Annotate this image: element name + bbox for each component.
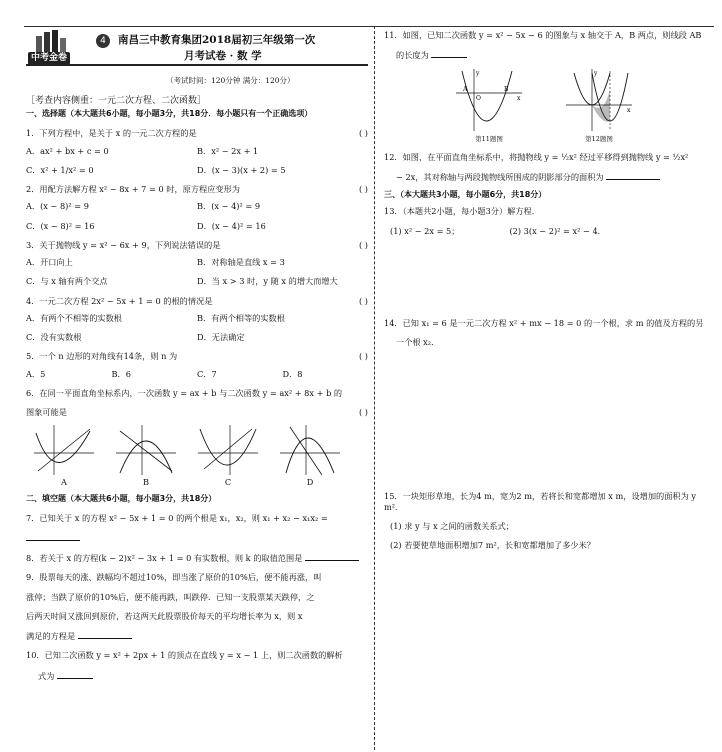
- question-1: [26, 128, 368, 175]
- question-stem-line3: 后两天时间又涨回到原价，若这两天此股票股价每天的平均增长率为 x，则 x: [26, 610, 303, 621]
- figure-11: [454, 67, 524, 143]
- question-stem: 13．（本题共2小题，每小题3分）解方程．: [384, 206, 540, 217]
- exam-title-line2: 月考试卷 · 数 学: [184, 50, 262, 62]
- question-stem-line1: 10．已知二次函数 y = x² + 2px + 1 的顶点在直线 y = x − 1 上，则二次函数的解析: [26, 650, 343, 661]
- question-4: [26, 296, 368, 343]
- sub-question-2: (2) 若要使草地面积增加7 m²，长和宽都增加了多少米？: [390, 540, 595, 550]
- question-6: [26, 388, 368, 488]
- option-c: C．x² + 1/x² = 0: [26, 164, 94, 175]
- svg-text:O: O: [476, 94, 481, 102]
- exam-number-badge: 4: [96, 34, 110, 48]
- question-stem: 2．用配方法解方程 x² − 8x + 7 = 0 时，原方程应变形为: [26, 184, 240, 194]
- question-stem-line2: − 2x，其对称轴与两段抛物线所围成的阴影部分的面积为: [396, 172, 604, 182]
- question-12: [384, 152, 714, 183]
- question-13: [384, 206, 714, 236]
- option-d: D．当 x > 3 时，y 随 x 的增大而增大: [197, 276, 338, 287]
- answer-paren: ( ): [359, 295, 368, 306]
- option-b: B．有两个相等的实数根: [197, 312, 285, 323]
- question-stem-line1: 11．如图，已知二次函数 y = x² − 5x − 6 的图象与 x 轴交于 A，B 两点，则线段 AB: [384, 30, 702, 40]
- answer-blank[interactable]: [26, 532, 80, 541]
- graph-a-icon: [32, 423, 96, 477]
- answer-blank[interactable]: [431, 49, 467, 58]
- two-parabolas-icon: [564, 67, 634, 133]
- option-d: D．无法确定: [197, 332, 245, 342]
- answer-blank[interactable]: [57, 670, 93, 679]
- graph-label: A: [61, 477, 67, 488]
- question-stem-line2: 涨停；当跌了原价的10%后，便不能再跌，叫跌停．已知一支股票某天跌停，之: [26, 591, 315, 602]
- q6-graphs: [32, 423, 368, 487]
- svg-text:B: B: [504, 85, 509, 93]
- question-7: [26, 513, 368, 544]
- option-c: C．没有实数根: [26, 332, 82, 342]
- answer-paren: ( ): [359, 351, 368, 362]
- sub-question-2: (2) 3(x − 2)² = x² − 4．: [509, 225, 606, 236]
- question-stem-cont: 图象可能是: [26, 407, 67, 417]
- figure-12: [564, 67, 634, 143]
- logo-icon: [30, 30, 70, 52]
- question-14: [384, 318, 714, 348]
- question-stem: 5．一个 n 边形的对角线有14条，则 n 为: [26, 351, 178, 362]
- exam-scope: ［考查内容侧重：一元二次方程、二次函数］: [26, 96, 207, 106]
- exam-title-line1: 南昌三中教育集团2018届初三年级第一次: [118, 34, 316, 46]
- figure-caption: 第11题图: [475, 134, 503, 143]
- option-c: C．7: [197, 368, 217, 379]
- header-rule: [26, 64, 368, 66]
- option-c: C．与 x 轴有两个交点: [26, 276, 108, 287]
- column-divider: [374, 26, 375, 750]
- question-stem-line2: 式为: [38, 670, 55, 681]
- question-stem-line1: 14．已知 x₁ = 6 是一元二次方程 x² + mx − 18 = 0 的一个根，求 m 的值及方程的另: [384, 317, 704, 328]
- question-stem: 15．一块矩形草地，长为4 m，宽为2 m，若将长和宽都增加 x m，设增加的面积为 y m²．: [384, 491, 697, 512]
- parabola-ab-icon: [454, 67, 524, 133]
- graph-option-c: [196, 423, 260, 487]
- option-b: B．x² − 2x + 1: [197, 145, 259, 156]
- svg-text:x: x: [627, 106, 631, 114]
- option-a: A．(x − 8)² = 9: [26, 201, 89, 212]
- exam-header: [26, 30, 368, 90]
- answer-paren: ( ): [359, 184, 368, 194]
- question-2: [26, 184, 368, 231]
- graph-b-icon: [114, 423, 178, 477]
- question-stem-line2: 一个根 x₂．: [396, 337, 440, 347]
- answer-blank[interactable]: [78, 630, 132, 639]
- option-b: B．(x − 4)² = 9: [197, 201, 261, 212]
- graph-label: B: [142, 477, 150, 488]
- question-stem: 8．若关于 x 的方程(k − 2)x² − 3x + 1 = 0 有实数根，则 k 的取值范围是: [26, 553, 303, 563]
- answer-paren: ( ): [359, 128, 368, 139]
- left-column: [26, 30, 368, 681]
- question-stem: 1．下列方程中，是关于 x 的一元二次方程的是: [26, 128, 197, 139]
- figure-caption: 第12题图: [585, 134, 613, 143]
- section2-heading: 二、填空题（本大题共6小题，每小题3分，共18分）: [26, 493, 217, 503]
- svg-text:x: x: [517, 94, 521, 102]
- question-10: [26, 650, 368, 681]
- svg-text:y: y: [476, 69, 480, 77]
- option-a: A．ax² + bx + c = 0: [26, 145, 109, 156]
- question-11: [384, 30, 714, 61]
- section1-heading: 一、选择题（本大题共6小题，每小题3分，共18分．每小题只有一个正确选项）: [26, 109, 313, 119]
- section3-heading: 三、（本大题共3小题，每小题6分，共18分）: [384, 190, 547, 200]
- question-15: [384, 491, 714, 550]
- exam-info: （考试时间：120分钟 满分：120分）: [166, 76, 295, 85]
- figures-11-12: [454, 67, 714, 143]
- option-d: D．(x − 3)(x + 2) = 5: [197, 164, 286, 175]
- question-stem: 3．关于抛物线 y = x² − 6x + 9，下列说法错误的是: [26, 239, 221, 250]
- graph-d-icon: [278, 423, 342, 477]
- option-c: C．(x − 8)² = 16: [26, 220, 95, 231]
- svg-text:A: A: [463, 85, 468, 93]
- graph-label: D: [306, 477, 314, 488]
- question-stem-line1: 9．股票每天的涨、跌幅均不超过10%，即当涨了原价的10%后，便不能再涨，叫: [26, 572, 322, 583]
- answer-blank[interactable]: [606, 171, 660, 180]
- question-stem-line1: 12．如图，在平面直角坐标系中，将抛物线 y = ½x² 经过平移得到抛物线 y = ½x²: [384, 151, 689, 162]
- sub-question-1: (1) x² − 2x = 5；: [390, 225, 460, 236]
- option-b: B．6: [111, 368, 131, 379]
- top-rule: [24, 26, 714, 27]
- sub-question-1: (1) 求 y 与 x 之间的函数关系式；: [390, 520, 514, 531]
- question-9: [26, 572, 368, 641]
- graph-label: C: [224, 477, 232, 488]
- question-3: [26, 240, 368, 287]
- option-d: D．8: [282, 368, 303, 379]
- graph-c-icon: [196, 423, 260, 477]
- graph-option-d: [278, 423, 342, 487]
- answer-blank[interactable]: [305, 552, 359, 561]
- option-a: A．有两个不相等的实数根: [26, 312, 122, 323]
- svg-text:y: y: [594, 69, 598, 77]
- question-stem: 7．已知关于 x 的方程 x² − 5x + 1 = 0 的两个根是 x₁，x₂，则 x₁ + x₂ − x₁x₂ =: [26, 512, 328, 523]
- question-stem-line4: 满足的方程是: [26, 631, 76, 641]
- question-stem: 6．在同一平面直角坐标系内，一次函数 y = ax + b 与二次函数 y = ax² + 8x + b 的: [26, 387, 343, 398]
- answer-paren: ( ): [359, 407, 368, 417]
- question-5: [26, 351, 368, 379]
- logo-text: 中考金卷: [28, 52, 70, 65]
- graph-option-b: [114, 423, 178, 487]
- question-stem: 4．一元二次方程 2x² − 5x + 1 = 0 的根的情况是: [26, 295, 213, 306]
- question-8: [26, 552, 368, 563]
- option-b: B．对称轴是直线 x = 3: [197, 257, 285, 267]
- graph-option-a: [32, 423, 96, 487]
- option-a: A．开口向上: [26, 257, 73, 267]
- option-d: D．(x − 4)² = 16: [197, 220, 266, 231]
- question-stem-line2: 的长度为: [396, 50, 429, 61]
- answer-paren: ( ): [359, 239, 368, 250]
- option-a: A．5: [26, 368, 46, 379]
- right-column: [384, 30, 714, 550]
